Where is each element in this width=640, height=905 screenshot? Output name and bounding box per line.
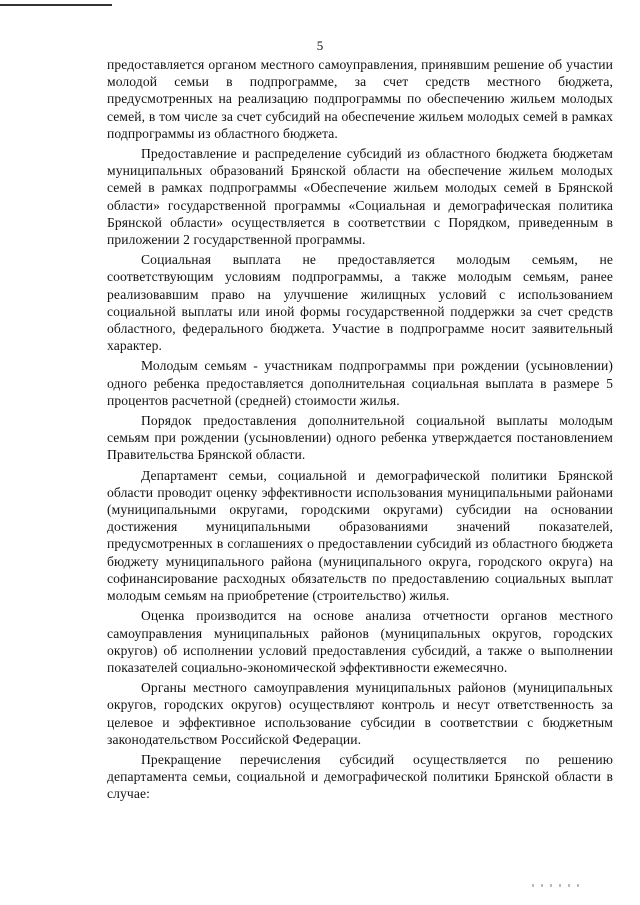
document-body [107, 56, 613, 803]
paragraph-9: Прекращение перечисления субсидий осуществляется по решению департамента семьи, социальной и демографической политики Брянской области в случае: [107, 751, 613, 802]
paragraph-2: Предоставление и распределение субсидий из областного бюджета бюджетам муниципальных образований Брянской области на обеспечение жильем молодых семей в рамках подпрограммы «Обеспечение жильем молодых семей в Брянской области» государственной программы «Социальная и демографическая политика Брянской области» осуществляется в соответствии с Порядком, приведенным в приложении 2 государственной программы. [107, 146, 613, 248]
scan-artifact [532, 884, 580, 887]
paragraph-8: Органы местного самоуправления муниципальных районов (муниципальных округов, городских округов) осуществляют контроль и несут ответственность за целевое и эффективное использование субсидии в соответствии с бюджетным законодательством Российской Федерации. [107, 680, 613, 747]
paragraph-4: Молодым семьям - участникам подпрограммы при рождении (усыновлении) одного ребенка предоставляется дополнительная социальная выплата в размере 5 процентов расчетной (средней) стоимости жилья. [107, 358, 613, 408]
paragraph-3: Социальная выплата не предоставляется молодым семьям, не соответствующим условиям подпрограммы, а также молодым семьям, ранее реализовавшим право на улучшение жилищных условий с использованием социальной выплаты или иной формы государственной поддержки за счет средств областного, федерального бюджета. Участие в подпрограмме носит заявительный характер. [107, 252, 613, 354]
scan-edge-line [0, 4, 112, 6]
paragraph-5: Порядок предоставления дополнительной социальной выплаты молодым семьям при рождении (усыновлении) одного ребенка утверждается постановлением Правительства Брянской области. [107, 413, 613, 463]
page-number: 5 [316, 38, 324, 53]
paragraph-7: Оценка производится на основе анализа отчетности органов местного самоуправления муниципальных районов (муниципальных округов, городских округов) об исполнении условий предоставления субсидий, а также о выполнении показателей социально-экономической эффективности ежемесячно. [107, 608, 613, 675]
paragraph-6: Департамент семьи, социальной и демографической политики Брянской области проводит оценку эффективности использования муниципальными районами (муниципальными округами, городскими округами) субсидии на основании достижения муниципальными образованиями значений показателей, предусмотренных в соглашениях о предоставлении субсидий из областного бюджета бюджету муниципального района (муниципального округа, городского округа) на софинансирование расходных обязательств по предоставлению социальных выплат молодым семьям на приобретение (строительство) жилья. [107, 467, 613, 604]
paragraph-1: предоставляется органом местного самоуправления, принявшим решение об участии молодой семьи в подпрограмме, за счет средств местного бюджета, предусмотренных на реализацию подпрограммы по обеспечению жильем молодых семей, в том числе за счет субсидий на обеспечение жильем молодых семей в рамках подпрограммы из областного бюджета. [107, 57, 613, 141]
